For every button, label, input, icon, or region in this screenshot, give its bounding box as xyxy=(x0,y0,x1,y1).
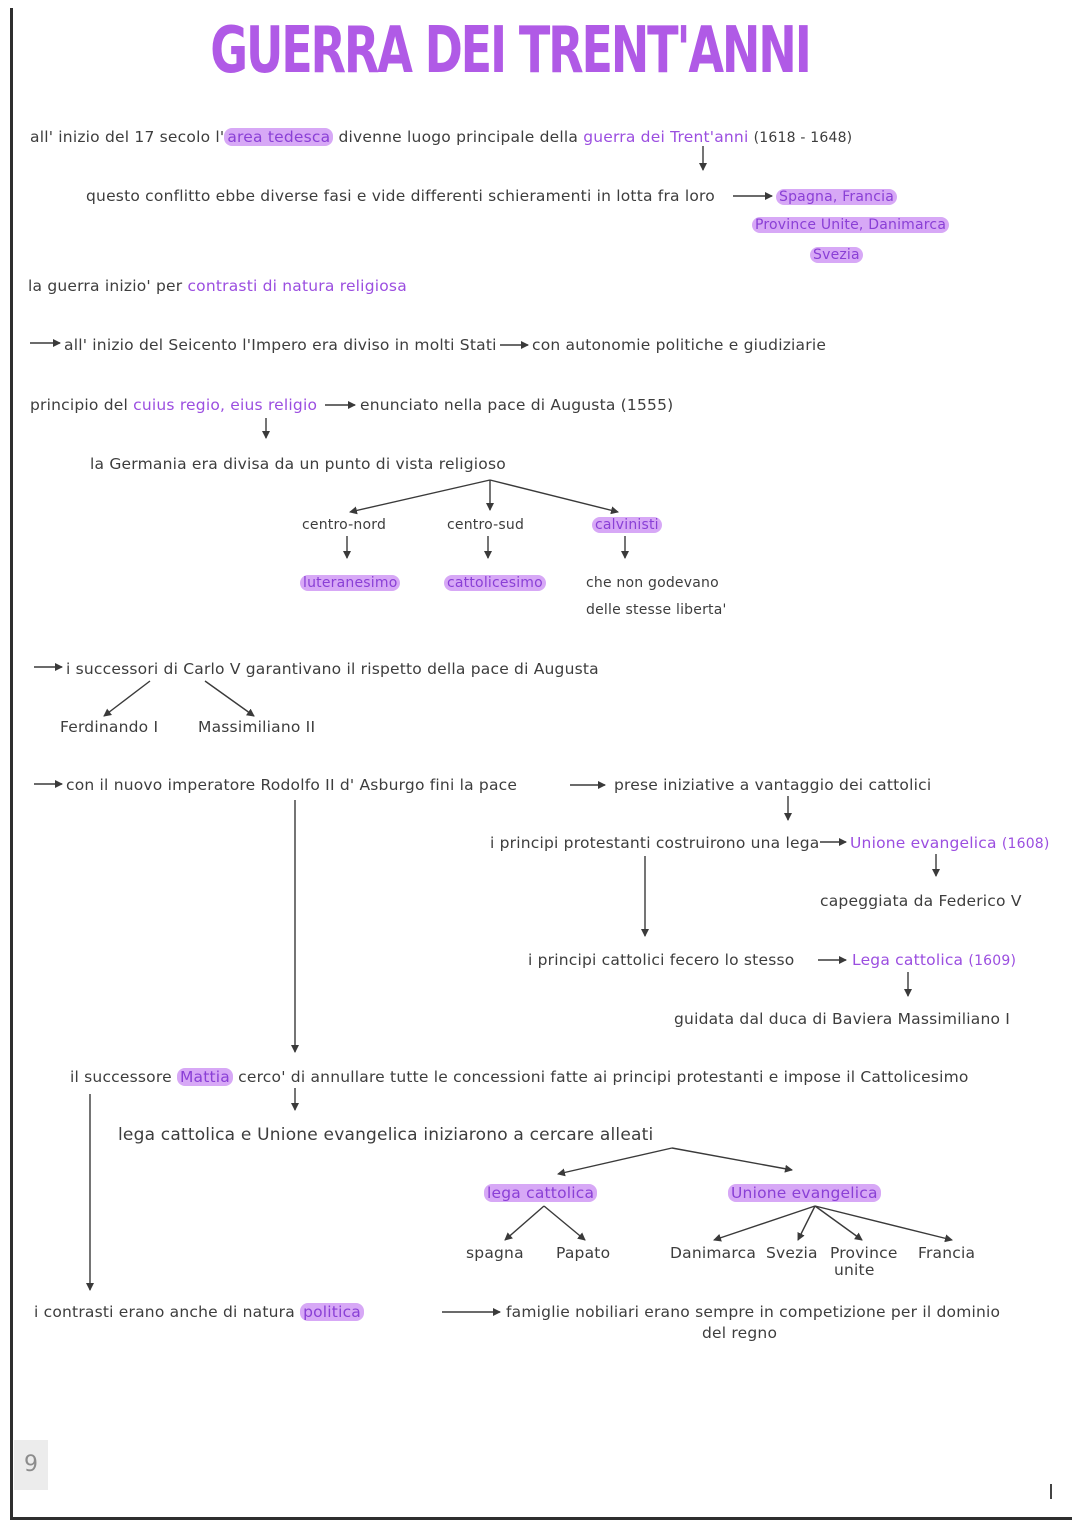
arrow-germany-left xyxy=(350,480,490,512)
phases-line3-hl: Svezia xyxy=(810,247,863,263)
germany-faith-2-hl: cattolicesimo xyxy=(444,575,546,591)
catholic-ally-2: Papato xyxy=(556,1244,611,1262)
phases-text: questo conflitto ebbe diverse fasi e vide differenti schieramenti in lotta fra loro xyxy=(86,187,715,205)
phases-line2-hl: Province Unite, Danimarca xyxy=(752,217,949,233)
rudolf-text: con il nuovo imperatore Rodolfo II d' Asburgo fini la pace xyxy=(66,776,518,794)
arrow-allies-right xyxy=(672,1148,792,1170)
principle-result: enunciato nella pace di Augusta (1555) xyxy=(360,396,674,414)
arrow-successor-2 xyxy=(205,681,254,716)
page-number: 9 xyxy=(14,1440,48,1490)
principle-pre: principio del xyxy=(30,396,134,414)
mattia-highlight: Mattia xyxy=(177,1068,233,1086)
intro-mid: divenne luogo principale della xyxy=(333,128,584,146)
evangelical-union-hl: Unione evangelica xyxy=(728,1184,881,1202)
mattia-post: cerco' di annullare tutte le concessioni fatte ai principi protestanti e impose il Cattolicesimo xyxy=(232,1068,969,1086)
successor-name-2: Massimiliano II xyxy=(198,718,316,736)
germany-note-2: delle stesse liberta' xyxy=(586,602,727,618)
arrow-allies-left xyxy=(558,1148,672,1174)
catholics-text: i principi cattolici fecero lo stesso xyxy=(528,951,795,969)
rudolf-result: prese iniziative a vantaggio dei cattolici xyxy=(614,776,932,794)
politics-highlight: politica xyxy=(300,1303,364,1321)
arrow-successor-1 xyxy=(104,681,150,716)
cause-pre: la guerra inizio' per xyxy=(28,277,188,295)
principle-highlight: cuius regio, eius religio xyxy=(133,396,318,414)
catholic-ally-1: spagna xyxy=(466,1244,524,1262)
arrow-catholic-ally-2 xyxy=(544,1206,585,1240)
germany-region-3-hl: calvinisti xyxy=(592,517,662,533)
empire-result: con autonomie politiche e giudiziarie xyxy=(532,336,827,354)
arrow-catholic-ally-1 xyxy=(505,1206,544,1240)
intro-years: (1618 - 1648) xyxy=(753,130,853,146)
intro-area-highlight: area tedesca xyxy=(224,128,333,146)
politics-result-1: famiglie nobiliari erano sempre in competizione per il dominio xyxy=(506,1303,1001,1321)
mattia-pre: il successore xyxy=(70,1068,177,1086)
germany-region-1: centro-nord xyxy=(302,517,387,533)
evangelical-ally-3b: unite xyxy=(834,1261,875,1279)
arrow-germany-right xyxy=(490,480,618,512)
protestants-text: i principi protestanti costruirono una lega xyxy=(490,834,820,852)
catholics-league-year: (1609) xyxy=(968,953,1017,969)
arrow-evangelical-ally-3 xyxy=(815,1206,862,1240)
politics-result-2: del regno xyxy=(702,1324,778,1342)
arrow-evangelical-ally-4 xyxy=(815,1206,952,1240)
protestants-league-year: (1608) xyxy=(1001,836,1050,852)
protestants-leader: capeggiata da Federico V xyxy=(820,892,1022,910)
intro-pre: all' inizio del 17 secolo l' xyxy=(30,128,225,146)
germany-text: la Germania era divisa da un punto di vista religioso xyxy=(90,455,506,473)
phases-line1-hl: Spagna, Francia xyxy=(776,189,897,205)
germany-note-1: che non godevano xyxy=(586,575,719,591)
cause-highlight: contrasti di natura religiosa xyxy=(187,277,407,295)
germany-region-2: centro-sud xyxy=(447,517,525,533)
evangelical-ally-3: Province xyxy=(830,1244,898,1262)
page-title: GUERRA DEI TRENT'ANNI xyxy=(210,14,810,88)
evangelical-ally-2: Svezia xyxy=(766,1244,818,1262)
successors-text: i successori di Carlo V garantivano il rispetto della pace di Augusta xyxy=(66,660,599,678)
politics-pre: i contrasti erano anche di natura xyxy=(34,1303,301,1321)
catholics-leader: guidata dal duca di Baviera Massimiliano I xyxy=(674,1010,1011,1028)
evangelical-ally-1: Danimarca xyxy=(670,1244,757,1262)
germany-faith-1-hl: luteranesimo xyxy=(300,575,400,591)
empire-text: all' inizio del Seicento l'Impero era diviso in molti Stati xyxy=(64,336,497,354)
catholics-league-name: Lega cattolica xyxy=(852,951,964,969)
evangelical-ally-4: Francia xyxy=(918,1244,976,1262)
catholic-league-hl: lega cattolica xyxy=(484,1184,597,1202)
allies-text: lega cattolica e Unione evangelica iniziarono a cercare alleati xyxy=(118,1125,654,1145)
successor-name-1: Ferdinando I xyxy=(60,718,159,736)
protestants-league-name: Unione evangelica xyxy=(850,834,997,852)
intro-guerra: guerra dei Trent'anni xyxy=(583,128,749,146)
